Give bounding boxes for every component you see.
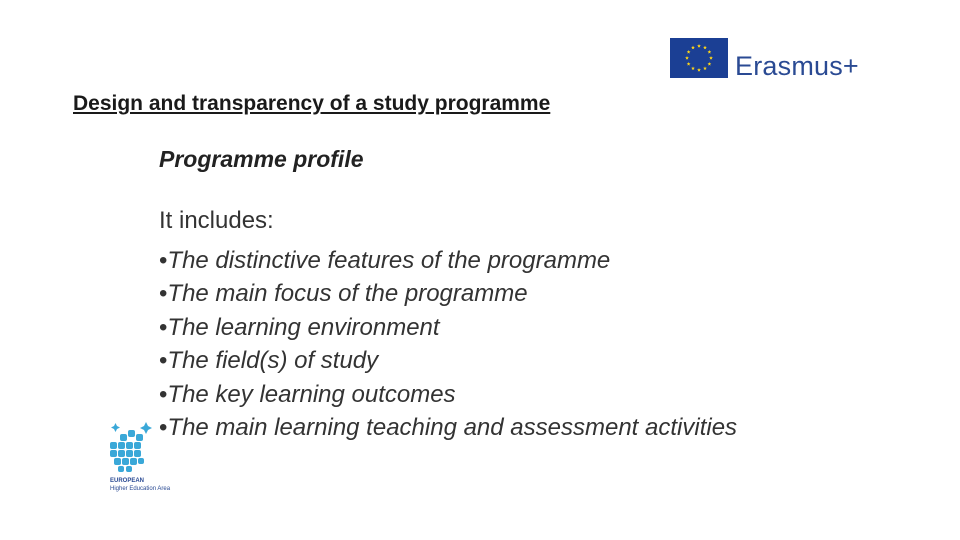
page-title: Design and transparency of a study programme (73, 92, 551, 115)
ehea-logo-line2: Higher Education Area (110, 486, 171, 492)
list-item (159, 344, 737, 377)
bullet-icon: • (159, 347, 168, 375)
list-item-text: The main learning teaching and assessment activities (167, 414, 738, 442)
list-item-text: The learning environment (167, 313, 440, 341)
list-item-text: The field(s) of study (167, 347, 379, 375)
erasmus-plus-logo-text: Erasmus+ (735, 51, 859, 81)
section-subtitle: Programme profile (159, 146, 364, 172)
list-item (159, 378, 737, 411)
bullet-icon: • (159, 414, 168, 442)
feature-list (159, 244, 737, 444)
list-item (159, 244, 737, 277)
list-item (159, 411, 737, 444)
bullet-icon: • (159, 380, 168, 408)
bullet-icon: • (159, 313, 168, 341)
intro-text: It includes: (159, 207, 274, 234)
eu-flag-icon (670, 38, 728, 78)
list-item-text: The key learning outcomes (167, 380, 456, 408)
list-item-text: The main focus of the programme (167, 280, 528, 308)
ehea-logo-line1: EUROPEAN (110, 478, 145, 484)
list-item-text: The distinctive features of the programme (167, 247, 611, 274)
ehea-logo-text (110, 477, 170, 493)
bullet-icon: • (159, 280, 168, 308)
list-item (159, 277, 737, 310)
list-item (159, 311, 737, 344)
bullet-icon: • (159, 247, 168, 274)
